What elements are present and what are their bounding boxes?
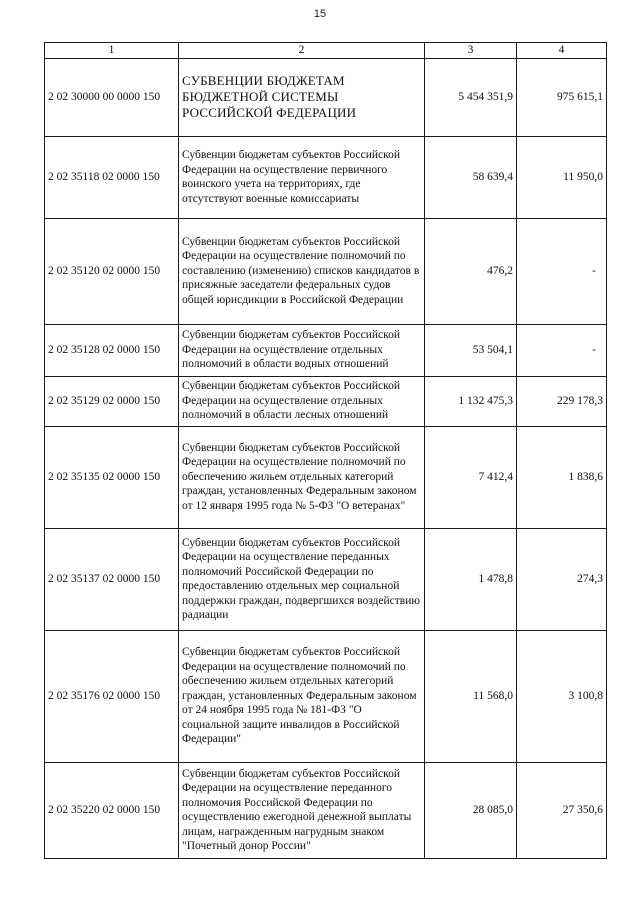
amount-col4: 27 350,6 (517, 762, 607, 858)
subvention-name: Субвенции бюджетам субъектов Российской Федерации на осуществление отдельных полномочий в области водных отношений (179, 324, 425, 376)
header-cell-4: 4 (517, 43, 607, 59)
table-row (45, 324, 607, 376)
subvention-name: Субвенции бюджетам субъектов Российской Федерации на осуществление переданного полномочия Российской Федерации по осуществлению ежегодной денежной выплаты лицам, награжденным нагрудным знаком "Почетный донор России" (179, 762, 425, 858)
budget-code: 2 02 35220 02 0000 150 (45, 762, 179, 858)
amount-col3: 7 412,4 (425, 426, 517, 528)
budget-code: 2 02 35129 02 0000 150 (45, 376, 179, 426)
budget-table (44, 42, 607, 859)
table-row (45, 426, 607, 528)
amount-col3: 1 478,8 (425, 528, 517, 630)
budget-code: 2 02 35128 02 0000 150 (45, 324, 179, 376)
subvention-name: Субвенции бюджетам субъектов Российской Федерации на осуществление полномочий по обеспечению жильем отдельных категорий граждан, установленных Федеральным законом от 12 января 1995 года № 5-ФЗ "О ветеранах" (179, 426, 425, 528)
table-row (45, 630, 607, 762)
amount-col3: 11 568,0 (425, 630, 517, 762)
budget-code: 2 02 35135 02 0000 150 (45, 426, 179, 528)
subvention-name: Субвенции бюджетам субъектов Российской Федерации на осуществление переданных полномочий Российской Федерации по предоставлению отдельных мер социальной поддержки граждан, подвергшихся воздействию радиации (179, 528, 425, 630)
amount-col3: 53 504,1 (425, 324, 517, 376)
table-row (45, 218, 607, 324)
amount-col3: 58 639,4 (425, 136, 517, 218)
subvention-name: Субвенции бюджетам субъектов Российской Федерации на осуществление отдельных полномочий в области лесных отношений (179, 376, 425, 426)
amount-col4: 11 950,0 (517, 136, 607, 218)
table-row (45, 762, 607, 858)
header-row (45, 43, 607, 59)
table-row (45, 58, 607, 136)
budget-code: 2 02 35118 02 0000 150 (45, 136, 179, 218)
subvention-name: Субвенции бюджетам субъектов Российской Федерации на осуществление полномочий по обеспечению жильем отдельных категорий граждан, установленных Федеральным законом от 24 ноября 1995 года № 181-ФЗ "О социальной защите инвалидов в Российской Федерации" (179, 630, 425, 762)
amount-col4: 229 178,3 (517, 376, 607, 426)
header-cell-3: 3 (425, 43, 517, 59)
page-number: 15 (313, 8, 327, 20)
amount-col4: 274,3 (517, 528, 607, 630)
budget-code: 2 02 35137 02 0000 150 (45, 528, 179, 630)
amount-col4: - (517, 324, 607, 376)
subvention-name: Субвенции бюджетам субъектов Российской Федерации на осуществление полномочий по составлению (изменению) списков кандидатов в присяжные заседатели федеральных судов общей юрисдикции в Российской Федерации (179, 218, 425, 324)
budget-code: 2 02 30000 00 0000 150 (45, 58, 179, 136)
budget-code: 2 02 35176 02 0000 150 (45, 630, 179, 762)
amount-col3: 476,2 (425, 218, 517, 324)
subvention-name: СУБВЕНЦИИ БЮДЖЕТАМ БЮДЖЕТНОЙ СИСТЕМЫ РОССИЙСКОЙ ФЕДЕРАЦИИ (179, 58, 425, 136)
amount-col3: 28 085,0 (425, 762, 517, 858)
amount-col3: 5 454 351,9 (425, 58, 517, 136)
table-row (45, 376, 607, 426)
amount-col4: 3 100,8 (517, 630, 607, 762)
budget-code: 2 02 35120 02 0000 150 (45, 218, 179, 324)
table-row (45, 136, 607, 218)
amount-col4: 975 615,1 (517, 58, 607, 136)
header-cell-2: 2 (179, 43, 425, 59)
header-cell-1: 1 (45, 43, 179, 59)
amount-col4: - (517, 218, 607, 324)
amount-col4: 1 838,6 (517, 426, 607, 528)
amount-col3: 1 132 475,3 (425, 376, 517, 426)
subvention-name: Субвенции бюджетам субъектов Российской Федерации на осуществление первичного воинского учета на территориях, где отсутствуют военные комиссариаты (179, 136, 425, 218)
table-row (45, 528, 607, 630)
